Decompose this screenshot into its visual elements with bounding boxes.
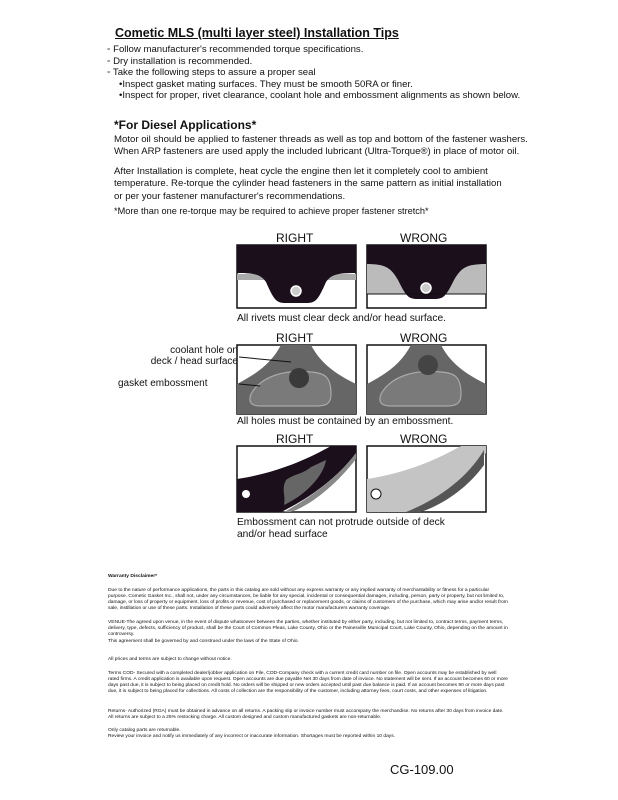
diesel-paragraph-2 <box>114 166 502 203</box>
page-number: CG-109.00 <box>390 762 454 777</box>
page-title: Cometic MLS (multi layer steel) Installation Tips <box>115 26 399 40</box>
text-line: temperature. Re-torque the cylinder head fasteners in the same pattern as initial installation <box>114 178 502 190</box>
embossment-wrong-diagram <box>367 446 486 512</box>
label-right: RIGHT <box>276 231 314 245</box>
law-paragraph: This agreement shall be governed by and construed under the laws of the State of Ohio. <box>108 639 299 644</box>
tip-text: Dry installation is recommended. <box>113 55 253 67</box>
sub-tip-item: •Inspect gasket mating surfaces. They must be smooth 50RA or finer. <box>119 78 413 90</box>
text-line: Embossment can not protrude outside of deck <box>237 517 445 528</box>
tip-item: ◦ Follow manufacturer's recommended torque specifications. <box>107 44 364 55</box>
text-line: and/or head surface <box>237 529 328 540</box>
warranty-heading: Warranty Disclaimer* <box>108 574 158 579</box>
tip-text: Take the following steps to assure a proper seal <box>112 67 316 79</box>
label-wrong: WRONG <box>400 432 448 446</box>
text-line: or per your fastener manufacturer's recommendations. <box>114 190 346 202</box>
label-right: RIGHT <box>276 432 314 446</box>
embossment-diagrams <box>236 445 488 514</box>
text-line: When ARP fasteners are used apply the included lubricant (Ultra-Torque®) in place of motor oil. <box>114 146 520 158</box>
rivet-right-diagram <box>237 245 356 308</box>
caption-rivets: All rivets must clear deck and/or head surface. <box>237 313 446 324</box>
coolant-wrong-diagram <box>367 345 486 414</box>
rivet-wrong-diagram <box>367 245 486 308</box>
callout-gasket-embossment: gasket embossment <box>118 378 208 389</box>
diesel-heading: *For Diesel Applications* <box>114 118 257 132</box>
label-wrong: WRONG <box>400 231 448 245</box>
diesel-paragraph-1 <box>114 134 528 159</box>
prices-paragraph: All prices and terms are subject to change without notice. <box>108 657 232 662</box>
label-right: RIGHT <box>276 331 314 345</box>
diesel-note: *More than one re-torque may be required to achieve proper fastener stretch* <box>114 206 429 216</box>
embossment-right-diagram <box>237 446 356 512</box>
returns-paragraph: Returns- Authorized (RGA) must be obtained in advance on all returns. A packing slip or invoice number must accompany the merchandise. No returns after 30 days from invoice date. All returns are subject to a 25% restocking charge. All custom designed and custom manufactured gaskets are non-returnable. <box>108 709 504 721</box>
caption-embossment <box>237 517 445 541</box>
catalog-parts-paragraph: Only catalog parts are returnable. <box>108 728 181 733</box>
callout-leader-lines <box>205 355 295 395</box>
text-line: coolant hole on <box>170 345 238 356</box>
sub-tip-text: Inspect for proper, rivet clearance, coolant hole and embossment alignments as shown below. <box>122 90 521 102</box>
review-paragraph: Review your invoice and notify us immediately of any incorrect or inaccurate information. Shortages must be reported within 10 days. <box>108 734 396 739</box>
warranty-paragraph: Due to the nature of performance applications, the parts in this catalog are sold without any express warranty or any implied warranty of merchantability or fitness for a particular purpose. Cometic Gasket Inc., shall not, under any circumstances, be liable for any special, incidental or consequential damages, including, person, party or property, but not limited to, damage, or loss of property or equipment, loss of profits or revenue, cost of purchased or replacement goods, or claims of customers of the purchase, which may arise and/or result from sale, instillation or use of these parts. Installation of these parts could adversely affect the motor manufacturers warranty coverage. <box>108 588 508 612</box>
sub-tip-item: •Inspect for proper, rivet clearance, coolant hole and embossment alignments as shown below. <box>119 90 521 102</box>
rivet-diagrams <box>236 244 488 310</box>
caption-holes: All holes must be contained by an embossment. <box>237 416 454 427</box>
text-line: After Installation is complete, heat cycle the engine then let it completely cool to ambient <box>114 166 488 177</box>
tip-text: Follow manufacturer's recommended torque specifications. <box>113 44 364 55</box>
tip-item: ◦ Dry installation is recommended. <box>107 55 253 67</box>
venue-paragraph: VENUE-The agreed upon venue, in the event of dispute whatsoever between the parties, whether instituted by either party, including, but not limited to, contract terms, payment terms, delivery, type, defects, sufficiency of product, shall be the Court of Common Pleas, Lake County, Ohio or the Painesville Municipal Court, Lake County, Ohio, depending on the amount in controversy. <box>108 620 508 638</box>
label-wrong: WRONG <box>400 331 448 345</box>
terms-paragraph: Terms COD- Secured with a completed dealer/jobber application on File, COD-Company check with a current credit card number on file. Open accounts may be established by well rated firms. A credit application is available upon request. Open accounts are due payable Net 30 days from date of invoice. No statement will be sent. If an account becomes 60 or more days past due, it is subject to being placed on credit hold. No orders will be shipped or new orders accepted until past due balance is paid. If an account becomes 90 or more days past due, it is subject to being placed for collections. All costs of collection are the responsibility of the customer, including attorney fees, court costs, and other expenses of litigation. <box>108 671 508 695</box>
tip-list <box>107 44 520 102</box>
tip-item: ◦ Take the following steps to assure a proper seal <box>107 67 316 79</box>
text-line: deck / head surface <box>150 356 238 367</box>
text-line: Motor oil should be applied to fastener threads as well as top and bottom of the fastener washers. <box>114 134 528 145</box>
sub-tip-text: Inspect gasket mating surfaces. They must be smooth 50RA or finer. <box>122 78 413 90</box>
